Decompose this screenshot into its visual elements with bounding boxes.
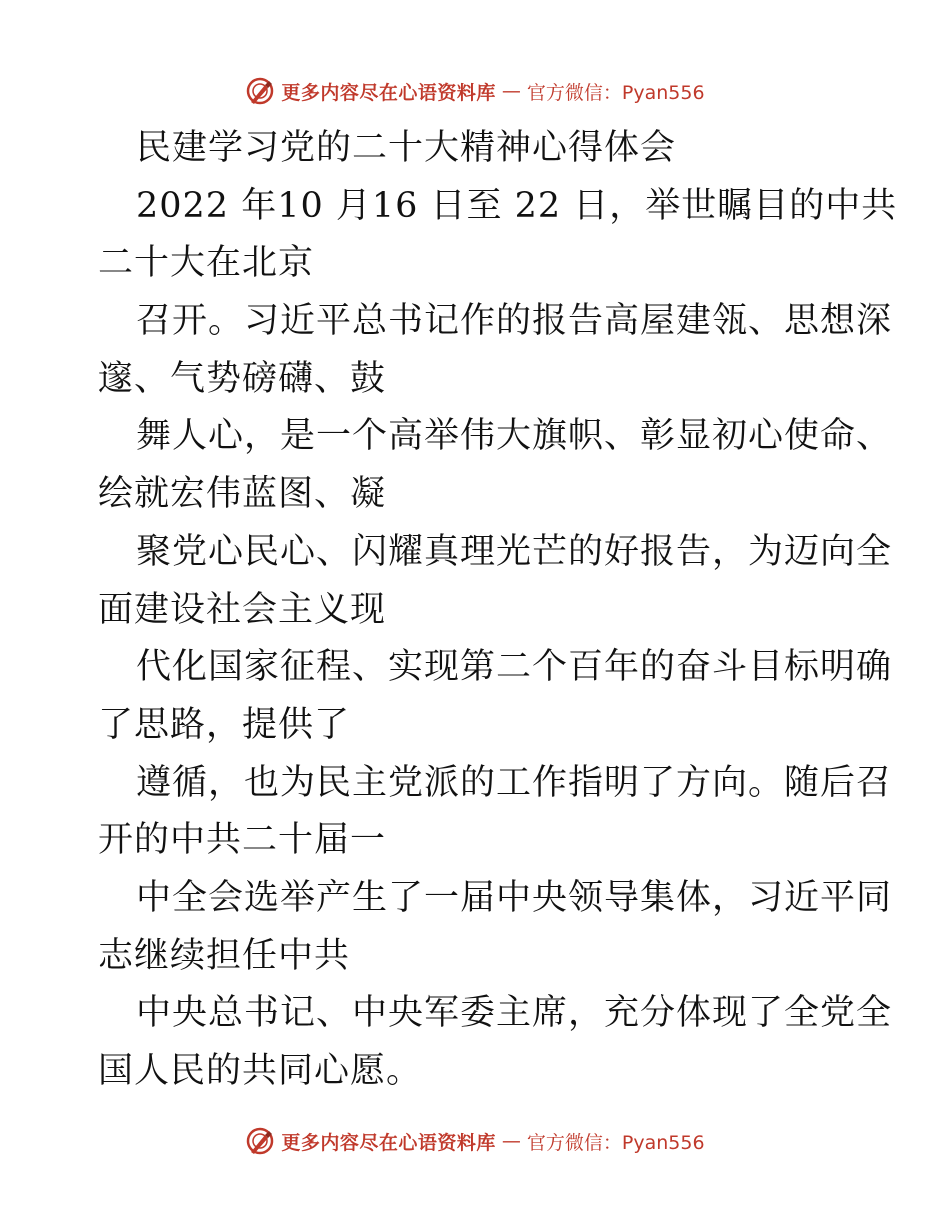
- paragraph-line: 舞人心，是一个高举伟大旗帜、彰显初心使命、: [136, 416, 893, 457]
- banner-wechat: 官方微信：Pyan556: [526, 1131, 705, 1154]
- pen-logo-icon: [245, 1126, 275, 1156]
- paragraph-line: 邃、气势磅礴、鼓: [98, 358, 387, 399]
- pen-logo-icon: [245, 76, 275, 106]
- banner-text: 更多内容尽在心语资料库: [281, 1131, 496, 1154]
- banner-text: 更多内容尽在心语资料库: [281, 81, 496, 104]
- paragraph-line: 开的中共二十届一: [98, 820, 387, 861]
- paragraph-line: 志继续担任中共: [98, 935, 351, 976]
- paragraph-line: 中央总书记、中央军委主席，充分体现了全党全: [136, 993, 893, 1034]
- document-body: [98, 120, 898, 1101]
- header-banner: [0, 71, 950, 111]
- paragraph-line: 2022 年10 月16 日至 22 日，举世瞩目的中共: [136, 185, 898, 226]
- paragraph-line: 国人民的共同心愿。: [98, 1051, 423, 1091]
- document-title: 民建学习党的二十大精神心得体会: [136, 128, 677, 168]
- paragraph-line: 召开。习近平总书记作的报告高屋建瓴、思想深: [136, 301, 893, 342]
- paragraph-line: 遵循，也为民主党派的工作指明了方向。随后召: [136, 762, 893, 803]
- paragraph-line: 聚党心民心、闪耀真理光芒的好报告，为迈向全: [136, 531, 893, 572]
- paragraph-line: 中全会选举产生了一届中央领导集体，习近平同: [136, 877, 893, 918]
- paragraph-line: 绘就宏伟蓝图、凝: [98, 474, 387, 515]
- paragraph-line: 了思路，提供了: [98, 704, 351, 745]
- footer-banner: [0, 1121, 950, 1161]
- banner-separator: —: [501, 1130, 521, 1152]
- paragraph-line: 面建设社会主义现: [98, 589, 387, 630]
- paragraph-line: 二十大在北京: [98, 243, 315, 284]
- banner-wechat: 官方微信：Pyan556: [526, 81, 705, 104]
- banner-separator: —: [501, 80, 521, 102]
- paragraph-line: 代化国家征程、实现第二个百年的奋斗目标明确: [136, 647, 893, 688]
